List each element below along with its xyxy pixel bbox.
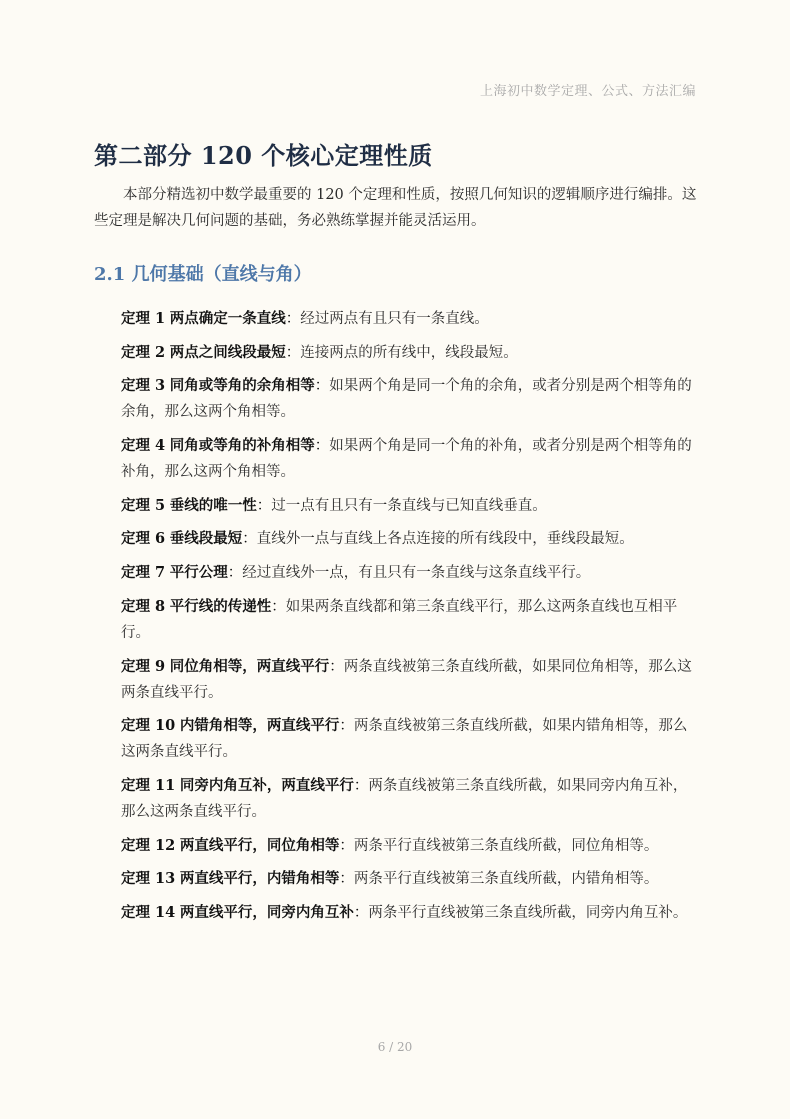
theorem-name: 平行公理 ： <box>170 564 243 581</box>
theorem-text: 两条平行直线被第三条直线所截，内错角相等。 <box>353 871 659 888</box>
theorem-list <box>121 306 693 934</box>
theorem-text: 经过直线外一点，有且只有一条直线与这条直线平行。 <box>242 565 591 582</box>
theorem-name: 两点之间线段最短 ： <box>170 344 301 361</box>
theorem-text: 过一点有且只有一条直线与已知直线垂直。 <box>271 497 547 514</box>
theorem-item <box>121 773 693 825</box>
theorem-text: 两条平行直线被第三条直线所截，同旁内角互补。 <box>368 904 688 921</box>
theorem-text: 连接两点的所有线中，线段最短。 <box>300 344 518 361</box>
theorem-name: 两直线平行，同旁内角互补 ： <box>180 904 369 921</box>
theorem-name: 同角或等角的余角相等 ： <box>170 377 330 394</box>
theorem-number: 定理 14 <box>121 903 176 921</box>
theorem-item <box>121 833 693 859</box>
theorem-name: 两点确定一条直线 ： <box>170 310 301 327</box>
theorem-number: 定理 5 <box>121 496 166 514</box>
page-number: 6 / 20 <box>377 1040 413 1054</box>
theorem-name: 同角或等角的补角相等 ： <box>170 437 330 454</box>
theorem-number: 定理 4 <box>121 437 166 455</box>
theorem-name: 同位角相等，两直线平行 ： <box>170 658 344 675</box>
theorem-number: 定理 8 <box>121 597 166 615</box>
theorem-text: 如果两条直线都和第三条直线平行，那么这两条直线也互相平行。 <box>121 598 678 641</box>
theorem-text: 如果两个角是同一个角的余角，或者分别是两个相等角的余角，那么这两个角相等。 <box>121 378 692 421</box>
theorem-number: 定理 3 <box>121 377 166 395</box>
theorem-number: 定理 1 <box>121 310 166 327</box>
theorem-item <box>121 866 693 892</box>
running-header: 上海初中数学定理、公式、方法汇编 <box>479 84 696 99</box>
theorem-text: 两条直线被第三条直线所截，如果同位角相等，那么这两条直线平行。 <box>121 658 692 701</box>
chapter-intro: 本部分精选初中数学最重要的 120 个定理和性质，按照几何知识的逻辑顺序进行编排。这些定理是解决几何问题的基础，务必熟练掌握并能灵活运用。 <box>94 187 697 229</box>
theorem-number: 定理 7 <box>121 564 166 582</box>
theorem-number: 定理 9 <box>121 657 166 675</box>
theorem-item <box>121 900 693 926</box>
theorem-text: 如果两个角是同一个角的补角，或者分别是两个相等角的补角，那么这两个角相等。 <box>121 438 692 481</box>
theorem-text: 直线外一点与直线上各点连接的所有线段中，垂线段最短。 <box>256 531 634 548</box>
theorem-item <box>121 560 693 586</box>
theorem-name: 垂线的唯一性 ： <box>170 497 272 514</box>
theorem-item <box>121 373 693 425</box>
theorem-name: 两直线平行，同位角相等 ： <box>180 837 354 854</box>
theorem-number: 定理 13 <box>121 870 176 888</box>
theorem-number: 定理 12 <box>121 836 176 854</box>
theorem-number: 定理 2 <box>121 343 166 361</box>
theorem-item <box>121 526 693 552</box>
theorem-item <box>121 493 693 519</box>
theorem-item <box>121 713 693 765</box>
theorem-text: 经过两点有且只有一条直线。 <box>300 311 489 327</box>
theorem-name: 同旁内角互补，两直线平行 ： <box>180 777 369 794</box>
theorem-text: 两条平行直线被第三条直线所截，同位角相等。 <box>353 837 659 854</box>
theorem-name: 内错角相等，两直线平行 ： <box>180 717 354 734</box>
theorem-item <box>121 306 693 332</box>
section-title: 2.1 几何基础（直线与角） <box>94 264 312 285</box>
theorem-name: 垂线段最短 ： <box>170 530 257 547</box>
theorem-item <box>121 433 693 485</box>
theorem-item <box>121 654 693 706</box>
theorem-number: 定理 10 <box>121 717 176 735</box>
theorem-item <box>121 594 693 646</box>
theorem-number: 定理 6 <box>121 530 166 548</box>
theorem-name: 两直线平行，内错角相等 ： <box>180 870 354 887</box>
theorem-number: 定理 11 <box>121 776 176 794</box>
theorem-text: 两条直线被第三条直线所截，如果内错角相等，那么这两条直线平行。 <box>121 718 688 761</box>
theorem-text: 两条直线被第三条直线所截，如果同旁内角互补，那么这两条直线平行。 <box>121 777 688 820</box>
theorem-item <box>121 340 693 366</box>
theorem-name: 平行线的传递性 ： <box>170 598 286 615</box>
chapter-title: 第二部分 120 个核心定理性质 <box>94 141 433 170</box>
